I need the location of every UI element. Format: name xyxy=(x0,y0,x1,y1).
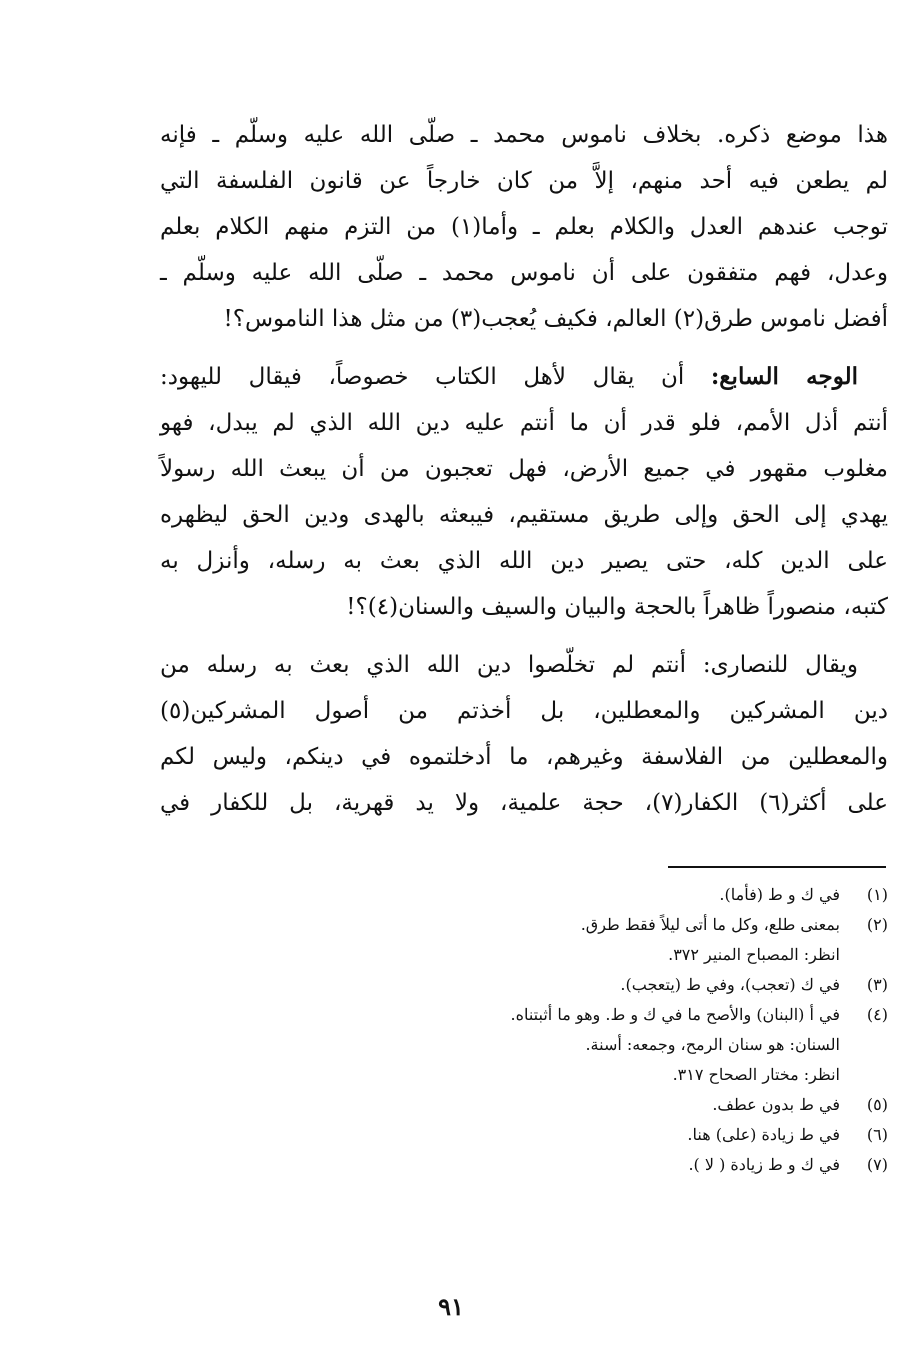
text-line: أفضل ناموس طرق(٢) العالم، فكيف يُعجب(٣) من مثل هذا الناموس؟! xyxy=(223,306,888,332)
text-line: يهدي إلى الحق وإلى طريق مستقيم، فيبعثه بالهدى ودين الحق ليظهره xyxy=(160,502,888,528)
footnote-text: في ك (تعجب)، وفي ط (يتعجب). xyxy=(620,975,840,994)
text-line: وعدل، فهم متفقون على أن ناموس محمد ـ صلّى الله عليه وسلّم ـ xyxy=(160,260,888,286)
text-line xyxy=(160,354,888,400)
footnote-text: في ط زيادة (على) هنا. xyxy=(687,1125,840,1144)
footnote-number: (٣) xyxy=(866,975,888,994)
text-line: على أكثر(٦) الكفار(٧)، حجة علمية، ولا يد قهرية، بل للكفار في xyxy=(160,790,889,816)
footnote-number: (١) xyxy=(866,885,888,904)
footnote-continuation xyxy=(160,1060,888,1090)
text-line: ويقال للنصارى: أنتم لم تخلّصوا دين الله الذي بعث به رسله من xyxy=(160,652,858,678)
footnote xyxy=(160,1090,888,1120)
footnote-number xyxy=(840,940,888,970)
paragraph-2 xyxy=(160,354,888,630)
footnote-text: في ط بدون عطف. xyxy=(712,1095,840,1114)
text-line: دين المشركين والمعطلين، بل أخذتم من أصول المشركين(٥) xyxy=(160,698,888,724)
footnote-number: (٦) xyxy=(866,1125,888,1144)
scan-speck xyxy=(58,72,62,76)
footnote xyxy=(160,1000,888,1030)
text-line: أنتم أذل الأمم، فلو قدر أن ما أنتم عليه دين الله الذي لم يبدل، فهو xyxy=(160,410,888,436)
footnotes xyxy=(160,880,888,1180)
text-line: كتبه، منصوراً ظاهراً بالحجة والبيان والسيف والسنان(٤)؟! xyxy=(346,594,888,620)
footnote-text: السنان: هو سنان الرمح، وجمعه: أسنة. xyxy=(585,1035,840,1054)
footnote-continuation xyxy=(160,940,888,970)
footnote-number: (٧) xyxy=(866,1155,888,1174)
footnote-number: (٢) xyxy=(866,915,888,934)
footnote-separator xyxy=(668,866,886,868)
footnote-text: انظر: مختار الصحاح ٣١٧. xyxy=(672,1065,840,1084)
footnote xyxy=(160,970,888,1000)
footnote-number: (٥) xyxy=(866,1095,888,1114)
footnote-text: انظر: المصباح المنير ٣٧٢. xyxy=(668,945,840,964)
section-heading: الوجه السابع: xyxy=(710,363,858,390)
footnote-text: في ك و ط زيادة ( لا ). xyxy=(688,1155,840,1174)
footnote-continuation xyxy=(160,1030,888,1060)
footnote xyxy=(160,880,888,910)
text-line: هذا موضع ذكره. بخلاف ناموس محمد ـ صلّى الله عليه وسلّم ـ فإنه xyxy=(160,122,888,148)
footnote xyxy=(160,910,888,940)
footnote-number xyxy=(840,1030,888,1060)
text-line: لم يطعن فيه أحد منهم، إلاَّ من كان خارجاً عن قانون الفلسفة التي xyxy=(160,168,888,194)
footnote xyxy=(160,1120,888,1150)
paragraph-1 xyxy=(160,112,888,342)
footnote xyxy=(160,1150,888,1180)
text-line: مغلوب مقهور في جميع الأرض، فهل تعجبون من أن يبعث الله رسولاً xyxy=(160,456,888,482)
footnote-text: في ك و ط (فأما). xyxy=(719,885,840,904)
footnote-text: في أ (البنان) والأصح ما في ك و ط. وهو ما أثبتناه. xyxy=(510,1005,840,1024)
text-line-rest: أن يقال لأهل الكتاب خصوصاً، فيقال لليهود: xyxy=(160,364,711,390)
text-line: توجب عندهم العدل والكلام بعلم ـ وأما(١) من التزم منهم الكلام بعلم xyxy=(160,214,889,240)
text-line: والمعطلين من الفلاسفة وغيرهم، ما أدخلتموه في دينكم، وليس لكم xyxy=(160,744,888,770)
footnote-number: (٤) xyxy=(866,1005,888,1024)
text-line: على الدين كله، حتى يصير دين الله الذي بعث به رسله، وأنزل به xyxy=(160,548,888,574)
main-text xyxy=(160,112,888,826)
footnote-text: بمعنى طلع، وكل ما أتى ليلاً فقط طرق. xyxy=(580,915,840,934)
page-number: ٩١ xyxy=(438,1292,464,1321)
paragraph-3 xyxy=(160,642,888,826)
footnote-number xyxy=(840,1060,888,1090)
